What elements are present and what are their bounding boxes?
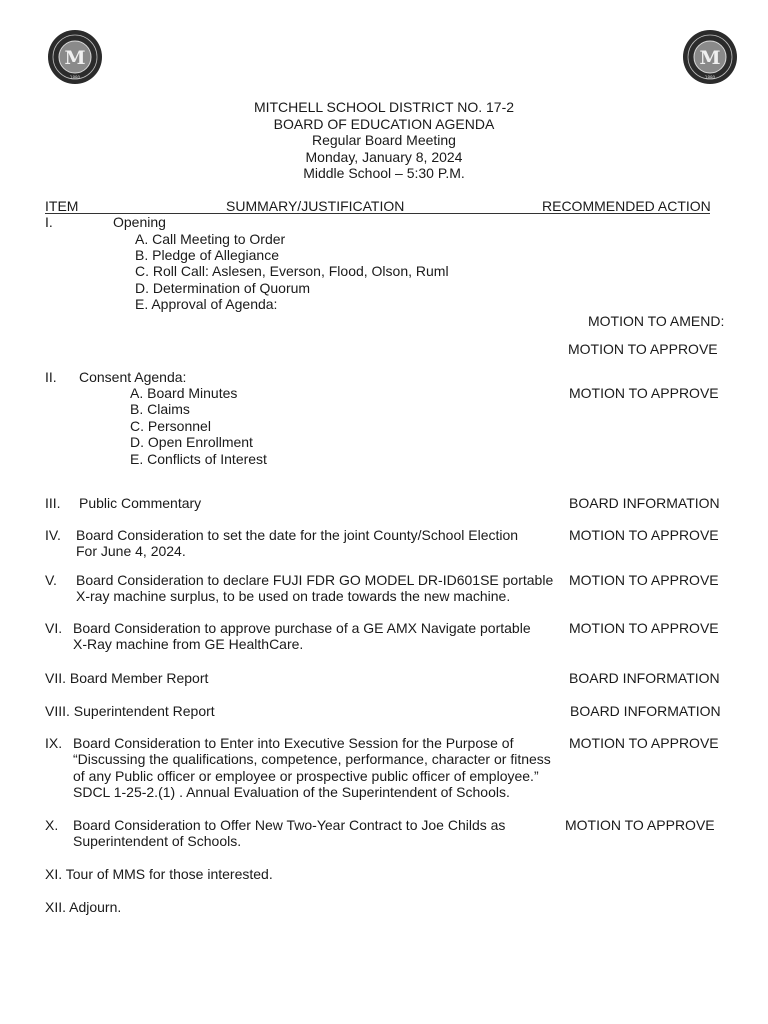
item-text-line: of any Public officer or employee or prospective public officer of employee.” <box>73 768 539 784</box>
item-number: VI. <box>45 620 63 636</box>
recommended-action: MOTION TO APPROVE <box>569 735 719 751</box>
svg-text:1880: 1880 <box>704 75 716 80</box>
item-text-line: SDCL 1-25-2.(1) . Annual Evaluation of the Superintendent of Schools. <box>73 784 510 800</box>
item-title: VIII. Superintendent Report <box>45 703 215 719</box>
recommended-action: MOTION TO APPROVE <box>565 817 715 833</box>
svg-text:1880: 1880 <box>69 75 81 80</box>
svg-text:M: M <box>699 47 721 69</box>
item-text-line: Superintendent of Schools. <box>73 833 242 849</box>
sub-item: E. Approval of Agenda: <box>135 296 278 312</box>
svg-text:M: M <box>64 47 86 69</box>
recommended-action: MOTION TO APPROVE <box>569 572 719 588</box>
sub-item: E. Conflicts of Interest <box>130 451 267 467</box>
item-text-line: “Discussing the qualifications, competence, performance, character or fitness <box>73 751 551 767</box>
item-text-line: Board Consideration to declare FUJI FDR GO MODEL DR-ID601SE portable <box>76 572 554 588</box>
column-heading-item: ITEM <box>45 198 79 214</box>
item-number: IX. <box>45 735 63 751</box>
item-number: X. <box>45 817 59 833</box>
recommended-action: BOARD INFORMATION <box>569 495 720 511</box>
item-number: IV. <box>45 527 61 543</box>
meeting-location: Middle School – 5:30 P.M. <box>303 165 465 181</box>
item-title: XI. Tour of MMS for those interested. <box>45 866 273 882</box>
sub-item: A. Board Minutes <box>130 385 238 401</box>
recommended-action: MOTION TO APPROVE <box>568 341 718 357</box>
item-title: Consent Agenda: <box>79 369 187 385</box>
sub-item: B. Claims <box>130 401 190 417</box>
item-text-line: Board Consideration to approve purchase of a GE AMX Navigate portable <box>73 620 531 636</box>
sub-item: C. Roll Call: Aslesen, Everson, Flood, Olson, Ruml <box>135 263 449 279</box>
item-text-line: Board Consideration to set the date for the joint County/School Election <box>76 527 519 543</box>
district-seal-left <box>47 29 103 85</box>
item-number: I. <box>45 214 53 230</box>
recommended-action: BOARD INFORMATION <box>570 703 721 719</box>
meeting-type: Regular Board Meeting <box>312 132 456 148</box>
district-name: MITCHELL SCHOOL DISTRICT NO. 17-2 <box>253 99 515 115</box>
sub-item: B. Pledge of Allegiance <box>135 247 279 263</box>
sub-item: A. Call Meeting to Order <box>135 231 286 247</box>
item-number: III. <box>45 495 61 511</box>
recommended-action: MOTION TO APPROVE <box>569 527 719 543</box>
item-text-line: X-Ray machine from GE HealthCare. <box>73 636 304 652</box>
item-title: VII. Board Member Report <box>45 670 209 686</box>
recommended-action: MOTION TO AMEND: <box>588 313 725 329</box>
item-text-line: For June 4, 2024. <box>76 543 186 559</box>
column-heading-summary: SUMMARY/JUSTIFICATION <box>226 198 405 214</box>
item-number: V. <box>45 572 57 588</box>
item-title: Opening <box>113 214 166 230</box>
recommended-action: MOTION TO APPROVE <box>569 385 719 401</box>
item-title: XII. Adjourn. <box>45 899 122 915</box>
agenda-title: BOARD OF EDUCATION AGENDA <box>273 116 495 132</box>
sub-item: C. Personnel <box>130 418 211 434</box>
item-text-line: Board Consideration to Offer New Two-Year Contract to Joe Childs as <box>73 817 506 833</box>
meeting-date: Monday, January 8, 2024 <box>305 149 463 165</box>
item-text-line: Board Consideration to Enter into Executive Session for the Purpose of <box>73 735 514 751</box>
recommended-action: BOARD INFORMATION <box>569 670 720 686</box>
item-text-line: X-ray machine surplus, to be used on trade towards the new machine. <box>76 588 511 604</box>
recommended-action: MOTION TO APPROVE <box>569 620 719 636</box>
sub-item: D. Open Enrollment <box>130 434 253 450</box>
item-title: Public Commentary <box>79 495 202 511</box>
sub-item: D. Determination of Quorum <box>135 280 311 296</box>
column-heading-action: RECOMMENDED ACTION <box>542 198 711 214</box>
district-seal-right <box>682 29 738 85</box>
item-number: II. <box>45 369 57 385</box>
